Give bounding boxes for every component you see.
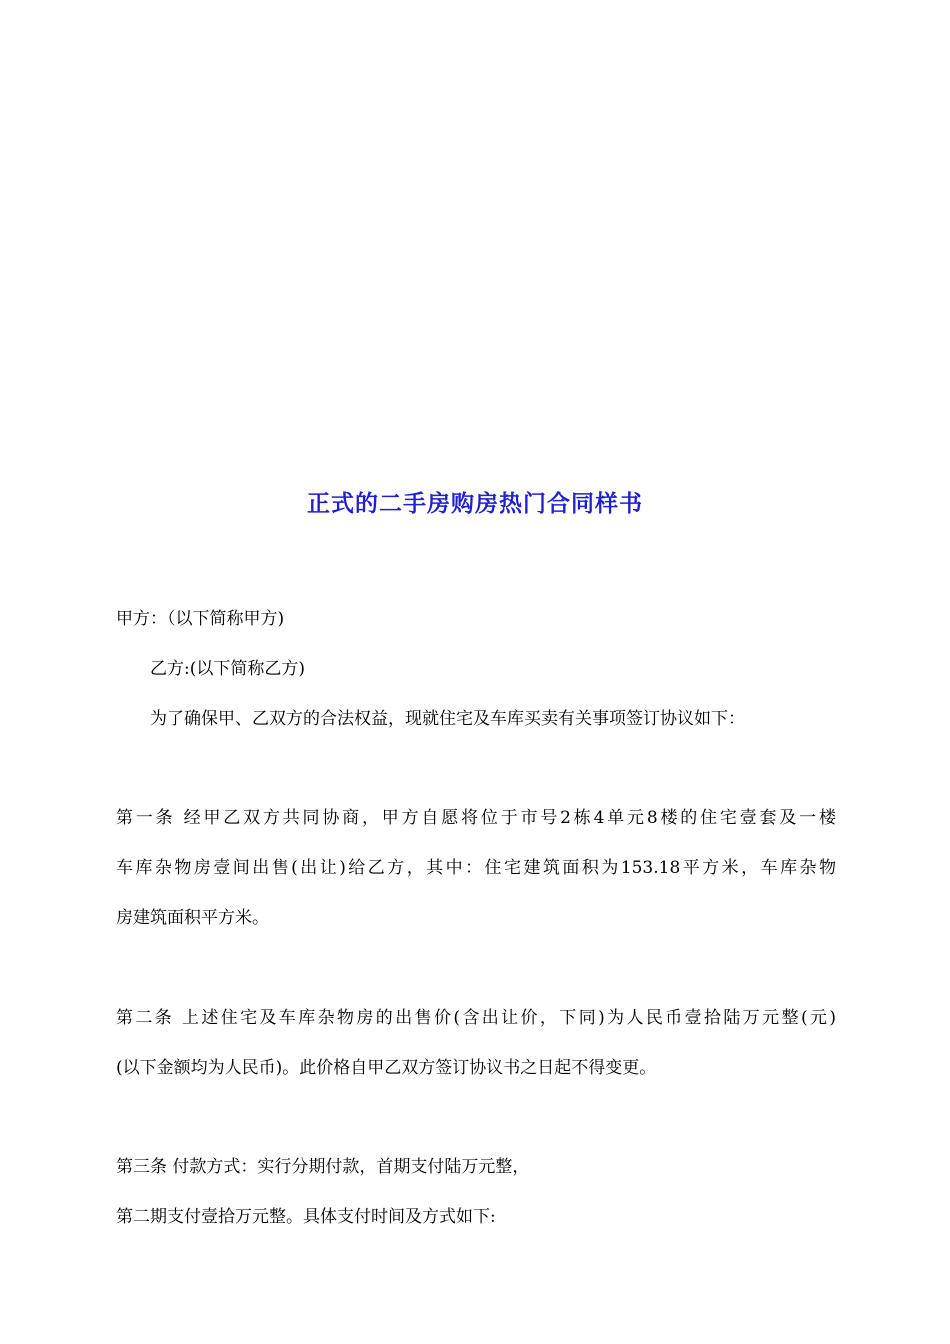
document-title: 正式的二手房购房热门合同样书 — [307, 491, 643, 517]
article-1-line-3: 房建筑面积平方米。 — [116, 908, 269, 928]
article-3-line-1: 第三条 付款方式：实行分期付款，首期支付陆万元整， — [116, 1157, 530, 1177]
party-a-line: 甲方：（以下简称甲方) — [116, 609, 285, 629]
preamble-line: 为了确保甲、乙双方的合法权益，现就住宅及车库买卖有关事项签订协议如下： — [150, 709, 745, 729]
article-1-line-1: 第一条 经甲乙双方共同协商，甲方自愿将位于市号2栋4单元8楼的住宅壹套及一楼 — [116, 808, 836, 828]
article-3-line-2: 第二期支付壹拾万元整。具体支付时间及方式如下: — [116, 1207, 496, 1227]
article-1-line-2: 车库杂物房壹间出售(出让)给乙方，其中：住宅建筑面积为153.18平方米，车库杂物 — [116, 858, 836, 878]
article-2-line-2: (以下金额均为人民币)。此价格自甲乙双方签订协议书之日起不得变更。 — [116, 1058, 657, 1078]
party-b-line: 乙方:(以下简称乙方) — [150, 659, 305, 679]
article-2-line-1: 第二条 上述住宅及车库杂物房的出售价(含出让价，下同)为人民币壹拾陆万元整(元) — [116, 1008, 836, 1028]
